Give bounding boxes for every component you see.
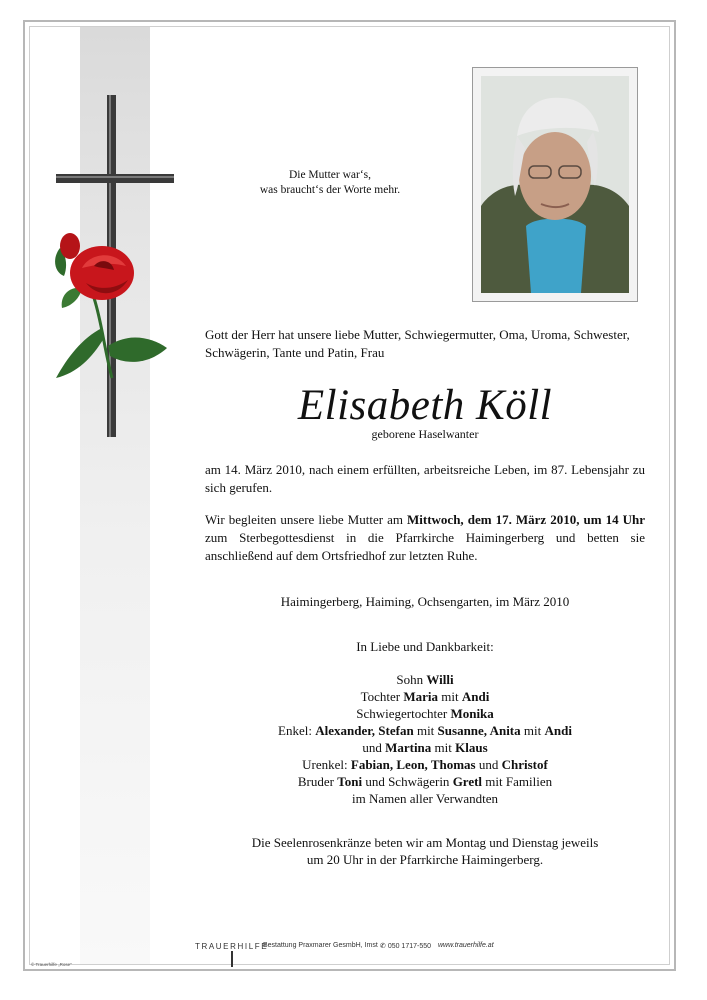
funeral-text: zum Sterbegottesdienst in die Pfarrkirche Haimingerberg und betten sie anschließend auf dem Ortsfriedhof zur letzten Ruhe. [205,530,645,563]
family-name: Klaus [455,740,488,755]
rose-icon [42,228,172,388]
family-text: Enkel: [278,723,316,738]
funeral-paragraph [205,511,645,565]
phone-number [380,942,431,950]
family-line: im Namen aller Verwandten [352,791,498,806]
family-name: Andi [461,689,490,704]
family-line [205,756,645,773]
family-text: mit [431,740,456,755]
website-link[interactable]: www.trauerhilfe.at [438,942,494,949]
portrait-image [481,76,629,293]
deceased-name: Elisabeth Köll [297,382,553,429]
family-text: mit Familien [482,774,553,789]
quote-line: was braucht‘s der Worte mehr. [259,184,401,196]
family-text: Tochter [360,689,404,704]
family-name: Willi [426,672,454,687]
family-line [205,688,645,705]
brand-logo: TRAUERHILFE [195,942,269,951]
death-paragraph: am 14. März 2010, nach einem erfüllten, arbeitsreiche Leben, im 87. Lebensjahr zu sich gerufen. [205,462,645,495]
family-name: Susanne, Anita [437,723,521,738]
rosary-line: um 20 Uhr in der Pfarrkirche Haimingerberg. [306,852,544,867]
place-date: Haimingerberg, Haiming, Ochsengarten, im März 2010 [280,594,570,609]
copyright: © Trauerhilfe „Rose“ [31,962,72,967]
portrait-frame [472,67,638,302]
family-name: Toni [337,774,363,789]
family-text: und Schwägerin [362,774,453,789]
family-name: Christof [501,757,548,772]
maiden-name: geborene Haselwanter [371,427,479,441]
family-list [205,671,645,807]
phone-icon: ✆ [380,943,388,950]
phone-text: 050 1717-550 [387,943,432,950]
funeral-date: Mittwoch, dem 17. März 2010, um 14 Uhr [407,512,646,527]
portrait-photo [481,76,629,293]
family-name: Fabian, Leon, Thomas [350,757,476,772]
logo-line [231,951,233,967]
family-text: Schwiegertochter [356,706,451,721]
family-line [205,671,645,688]
family-line [205,773,645,790]
family-text: und [475,757,502,772]
family-name: Alexander, Stefan [315,723,414,738]
funeral-text: Wir begleiten unsere liebe Mutter am [205,512,407,527]
family-text: und [362,740,386,755]
opening-quote [210,168,450,198]
family-line [205,722,645,739]
company-name: Bestattung Praxmarer GesmbH, Imst [263,942,378,949]
family-text: mit [520,723,545,738]
footer [195,940,655,960]
family-line [205,739,645,756]
family-name: Andi [544,723,572,738]
family-line [205,705,645,722]
family-text: Sohn [396,672,427,687]
family-text: mit [438,689,462,704]
thanks-line: In Liebe und Dankbarkeit: [356,639,494,654]
family-name: Monika [450,706,494,721]
family-name: Maria [403,689,439,704]
family-text: mit [413,723,438,738]
rosary-notice [205,834,645,868]
intro-text: Gott der Herr hat unsere liebe Mutter, Schwiegermutter, Oma, Uroma, Schwester, Schwägerin, Tante und Patin, Frau [205,327,630,360]
family-name: Martina [385,740,432,755]
family-text: Bruder [297,774,338,789]
family-text: Urenkel: [302,757,351,772]
rosary-line: Die Seelenrosenkränze beten wir am Montag und Dienstag jeweils [251,835,599,850]
family-name: Gretl [452,774,483,789]
quote-line: Die Mutter war‘s, [288,169,372,181]
